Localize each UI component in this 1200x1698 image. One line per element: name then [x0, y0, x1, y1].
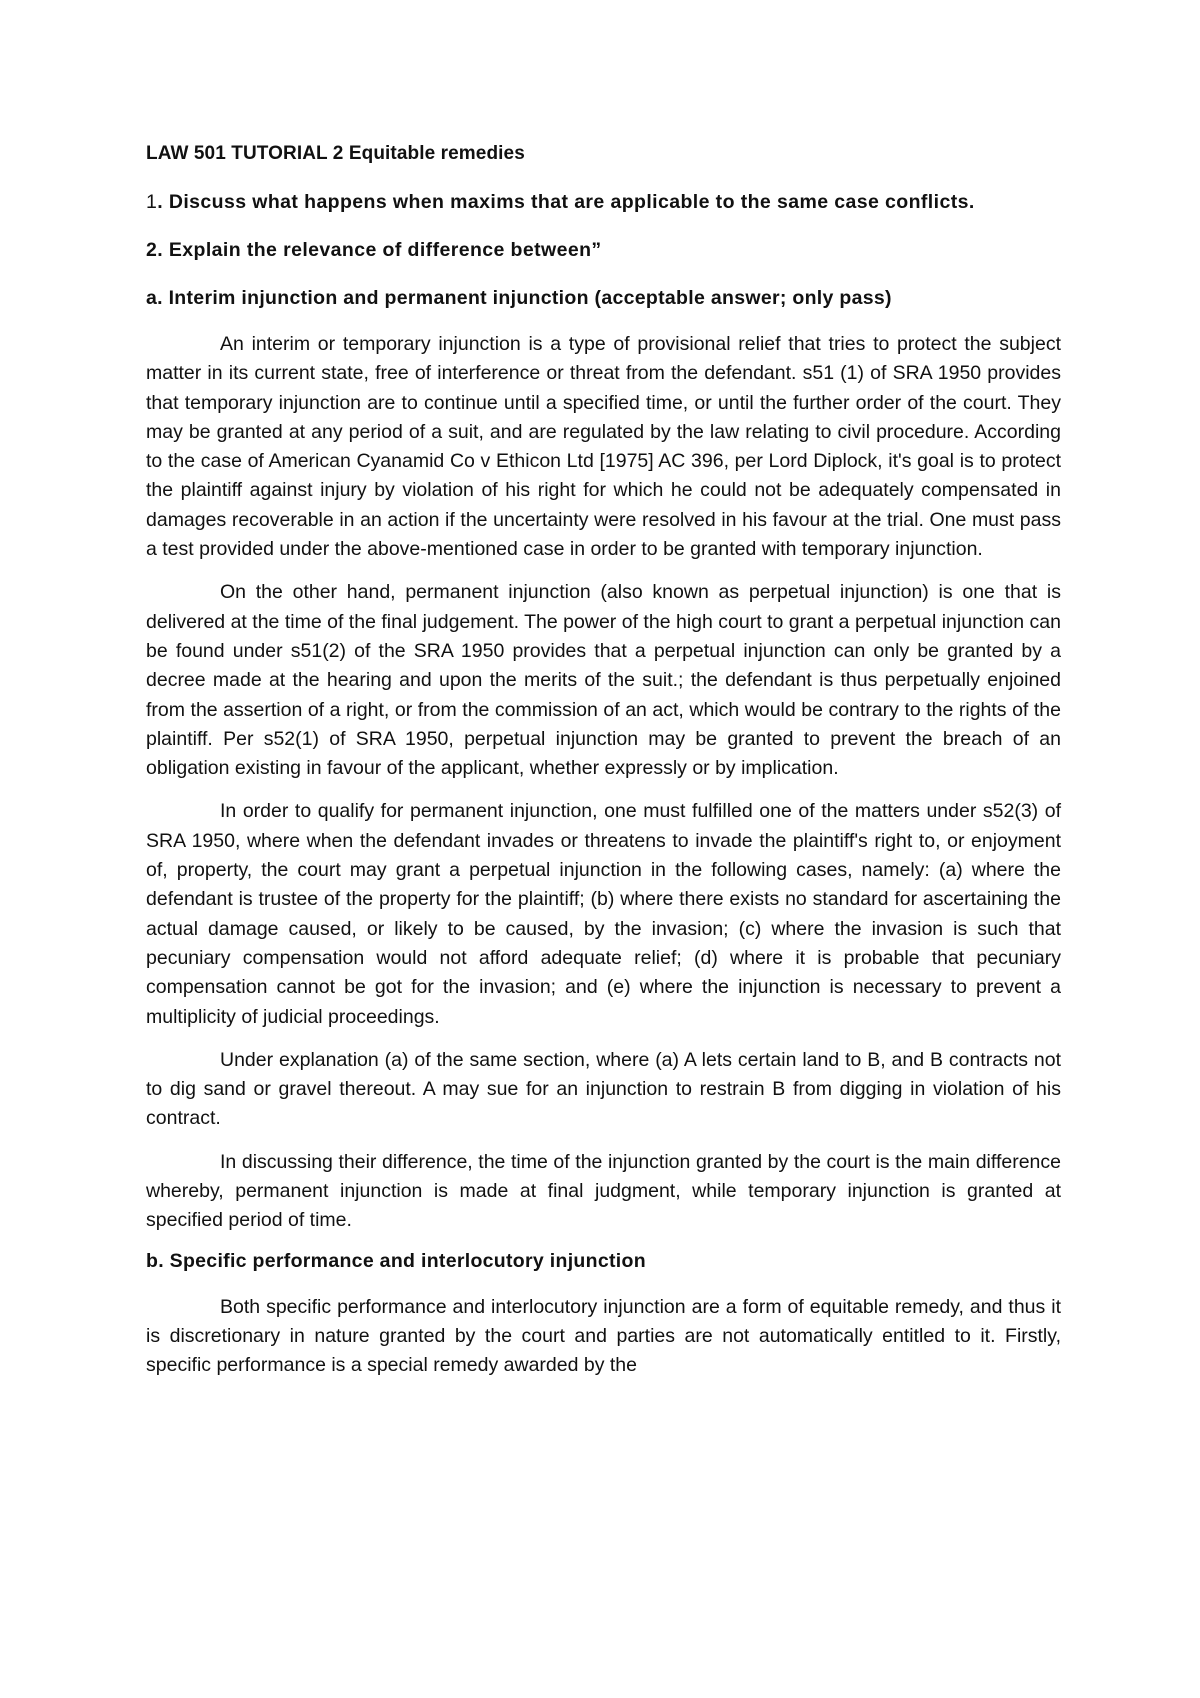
section-b-paragraph-1: Both specific performance and interlocutory injunction are a form of equitable remedy, and thus it is discretionary in nature granted by the court and parties are not automatically entitled to it. Firstly, specific performance is a special remedy awarded by the — [146, 1295, 1061, 1377]
section-a-heading: a. Interim injunction and permanent injunction (acceptable answer; only pass) — [146, 287, 892, 309]
section-a-paragraph-5: In discussing their difference, the time of the injunction granted by the court is the main difference whereby, permanent injunction is made at final judgment, while temporary injunction is granted at specified period of time. — [146, 1150, 1061, 1232]
question-1 — [146, 191, 1061, 214]
question-1-text: . Discuss what happens when maxims that are applicable to the same case conflicts. — [157, 191, 975, 213]
section-a-paragraph-4: Under explanation (a) of the same section, where (a) A lets certain land to B, and B contracts not to dig sand or gravel thereout. A may sue for an injunction to restrain B from digging in violation of his contract. — [146, 1048, 1061, 1130]
question-2: 2. Explain the relevance of difference between” — [146, 239, 602, 261]
question-1-number: 1 — [146, 191, 158, 213]
section-a-paragraph-1: An interim or temporary injunction is a type of provisional relief that tries to protect the subject matter in its current state, free of interference or threat from the defendant. s51 (1) of SRA 1950 provides that temporary injunction are to continue until a specified time, or until the further order of the court. They may be granted at any period of a suit, and are regulated by the law relating to civil procedure. According to the case of American Cyanamid Co v Ethicon Ltd [1975] AC 396, per Lord Diplock, it's goal is to protect the plaintiff against injury by violation of his right for which he could not be adequately compensated in damages recoverable in an action if the uncertainty were resolved in his favour at the trial. One must pass a test provided under the above-mentioned case in order to be granted with temporary injunction. — [146, 333, 1061, 561]
document-page — [146, 143, 1061, 1395]
section-b-heading: b. Specific performance and interlocutory injunction — [146, 1249, 646, 1272]
document-title: LAW 501 TUTORIAL 2 Equitable remedies — [146, 143, 525, 164]
section-a-paragraph-3: In order to qualify for permanent injunction, one must fulfilled one of the matters under s52(3) of SRA 1950, where when the defendant invades or threatens to invade the plaintiff's right to, or enjoyment of, property, the court may grant a perpetual injunction in the following cases, namely: (a) where the defendant is trustee of the property for the plaintiff; (b) where there exists no standard for ascertaining the actual damage caused, or likely to be caused, by the invasion; (c) where the invasion is such that pecuniary compensation would not afford adequate relief; (d) where it is probable that pecuniary compensation cannot be got for the invasion; and (e) where the injunction is necessary to prevent a multiplicity of judicial proceedings. — [146, 800, 1061, 1028]
section-a-paragraph-2: On the other hand, permanent injunction (also known as perpetual injunction) is one that is delivered at the time of the final judgement. The power of the high court to grant a perpetual injunction can be found under s51(2) of the SRA 1950 provides that a perpetual injunction can only be granted by a decree made at the hearing and upon the merits of the suit.; the defendant is thus perpetually enjoined from the assertion of a right, or from the commission of an act, which would be contrary to the rights of the plaintiff. Per s52(1) of SRA 1950, perpetual injunction may be granted to prevent the breach of an obligation existing in favour of the applicant, whether expressly or by implication. — [146, 581, 1061, 780]
